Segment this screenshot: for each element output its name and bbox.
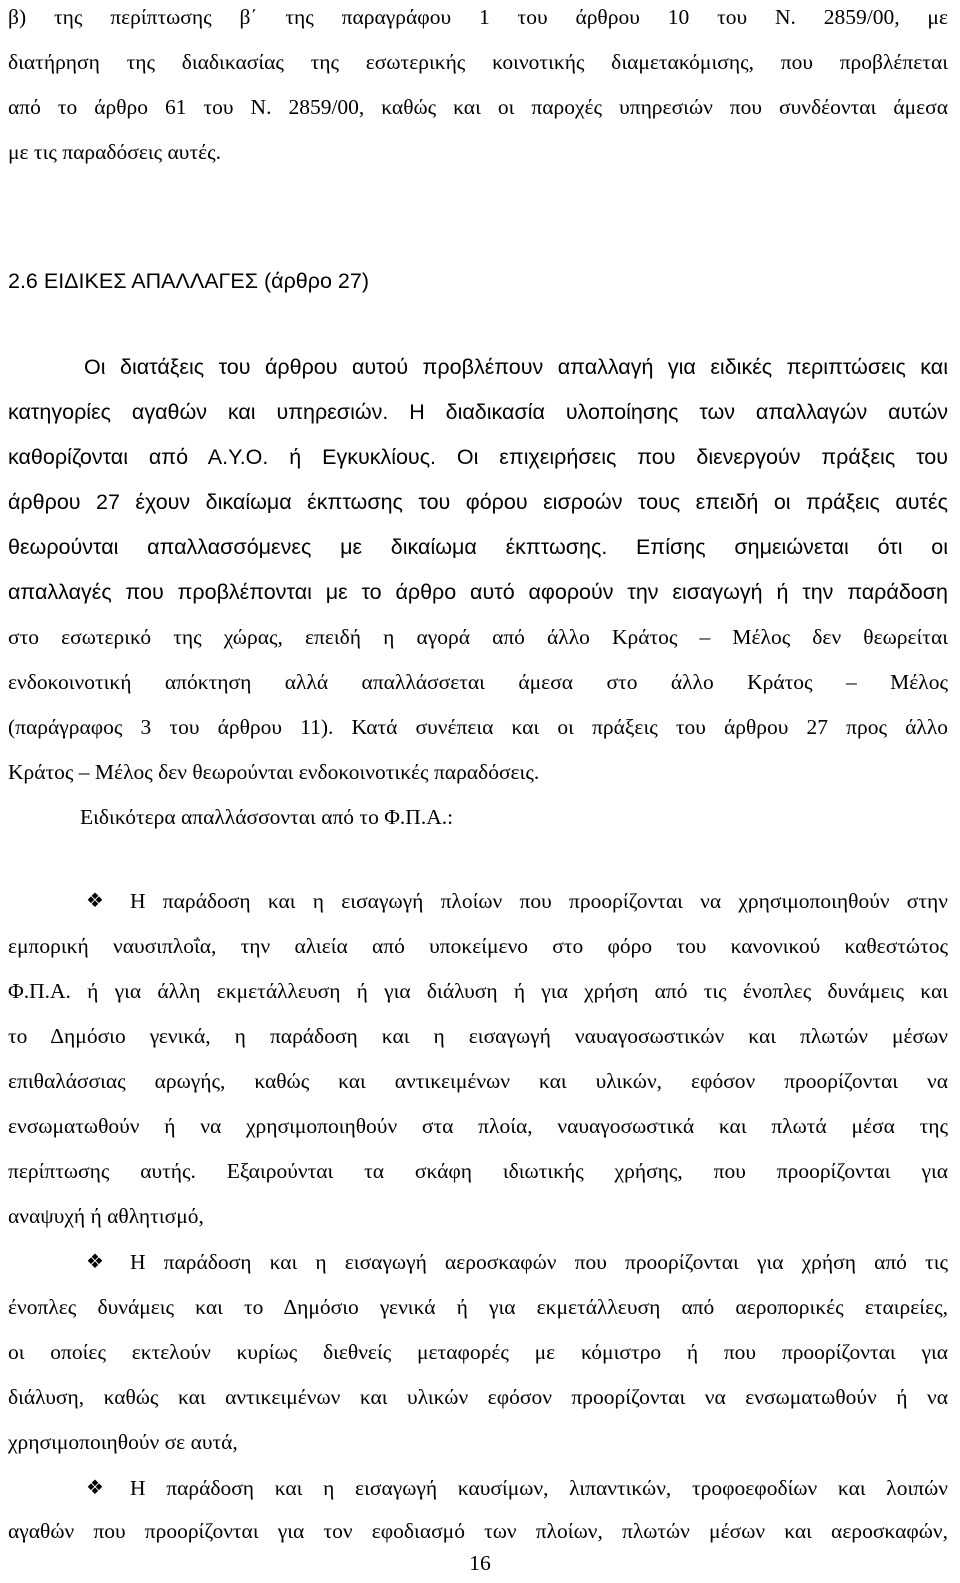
section-heading: 2.6 ΕΙΔΙΚΕΣ ΑΠΑΛΛΑΓΕΣ (άρθρο 27)	[8, 269, 369, 293]
bullet-line: διάλυση, καθώς και αντικειμένων και υλικών εφόσον προορίζονται να ενσωματωθούν ή να	[8, 1385, 948, 1409]
paragraph-line: (παράγραφος 3 του άρθρου 11). Κατά συνέπεια και οι πράξεις του άρθρου 27 προς άλλο	[8, 715, 948, 739]
intro-line: από το άρθρο 61 του Ν. 2859/00, καθώς και οι παροχές υπηρεσιών που συνδέονται άμεσα	[8, 95, 948, 119]
specific-intro: Ειδικότερα απαλλάσσονται από το Φ.Π.Α.:	[80, 805, 454, 829]
bullet-line: ένοπλες δυνάμεις και το Δημόσιο γενικά ή για εκμετάλλευση από αεροπορικές εταιρείες,	[8, 1295, 948, 1319]
paragraph-line: στο εσωτερικό της χώρας, επειδή η αγορά από άλλο Κράτος – Μέλος δεν θεωρείται	[8, 625, 948, 649]
bullet-line: επιθαλάσσιας αρωγής, καθώς και αντικειμένων και υλικών, εφόσον προορίζονται να	[8, 1069, 948, 1093]
paragraph-line: ενδοκοινοτική απόκτηση αλλά απαλλάσσεται άμεσα στο άλλο Κράτος – Μέλος	[8, 670, 948, 694]
bullet-first-line: Η παράδοση και η εισαγωγή καυσίμων, λιπαντικών, τροφοεφοδίων και λοιπών	[130, 1476, 948, 1500]
bullet-line: εμπορική ναυσιπλοΐα, την αλιεία από υποκείμενο στο φόρο του κανονικού καθεστώτος	[8, 934, 948, 958]
page-number: 16	[469, 1551, 491, 1575]
paragraph-line: Κράτος – Μέλος δεν θεωρούνται ενδοκοινοτικές παραδόσεις.	[8, 760, 540, 784]
paragraph-line: απαλλαγές που προβλέπονται με το άρθρο αυτό αφορούν την εισαγωγή ή την παράδοση	[8, 580, 948, 604]
paragraph-line: Οι διατάξεις του άρθρου αυτού προβλέπουν απαλλαγή για ειδικές περιπτώσεις και	[84, 355, 948, 379]
bullet-diamond-icon: ❖	[86, 1475, 104, 1499]
bullet-line: αναψυχή ή αθλητισμό,	[8, 1204, 204, 1228]
intro-line: β) της περίπτωσης β΄ της παραγράφου 1 του άρθρου 10 του Ν. 2859/00, με	[8, 5, 948, 29]
bullet-line: χρησιμοποιηθούν σε αυτά,	[8, 1430, 238, 1454]
bullet-line: το Δημόσιο γενικά, η παράδοση και η εισαγωγή ναυαγοσωστικών και πλωτών μέσων	[8, 1024, 948, 1048]
bullet-diamond-icon: ❖	[86, 888, 104, 912]
bullet-line: αγαθών που προορίζονται για τον εφοδιασμό των πλοίων, πλωτών μέσων και αεροσκαφών,	[8, 1519, 948, 1543]
bullet-diamond-icon: ❖	[86, 1249, 104, 1273]
bullet-line: περίπτωσης αυτής. Εξαιρούνται τα σκάφη ιδιωτικής χρήσης, που προορίζονται για	[8, 1159, 948, 1183]
paragraph-line: καθορίζονται από Α.Υ.Ο. ή Εγκυκλίους. Οι επιχειρήσεις που διενεργούν πράξεις του	[8, 445, 948, 469]
paragraph-line: άρθρου 27 έχουν δικαίωμα έκπτωσης του φόρου εισροών τους επειδή οι πράξεις αυτές	[8, 490, 948, 514]
paragraph-line: θεωρούνται απαλλασσόμενες με δικαίωμα έκπτωσης. Επίσης σημειώνεται ότι οι	[8, 535, 948, 559]
bullet-first-line: Η παράδοση και η εισαγωγή πλοίων που προορίζονται να χρησιμοποιηθούν στην	[130, 889, 948, 913]
intro-line: διατήρηση της διαδικασίας της εσωτερικής κοινοτικής διαμετακόμισης, που προβλέπεται	[8, 50, 948, 74]
paragraph-line: κατηγορίες αγαθών και υπηρεσιών. Η διαδικασία υλοποίησης των απαλλαγών αυτών	[8, 400, 948, 424]
bullet-line: ενσωματωθούν ή να χρησιμοποιηθούν στα πλοία, ναυαγοσωστικά και πλωτά μέσα της	[8, 1114, 948, 1138]
bullet-first-line: Η παράδοση και η εισαγωγή αεροσκαφών που προορίζονται για χρήση από τις	[130, 1250, 948, 1274]
bullet-line: οι οποίες εκτελούν κυρίως διεθνείς μεταφορές με κόμιστρο ή που προορίζονται για	[8, 1340, 948, 1364]
bullet-line: Φ.Π.Α. ή για άλλη εκμετάλλευση ή για διάλυση ή για χρήση από τις ένοπλες δυνάμεις και	[8, 979, 948, 1003]
intro-line: με τις παραδόσεις αυτές.	[8, 140, 221, 164]
